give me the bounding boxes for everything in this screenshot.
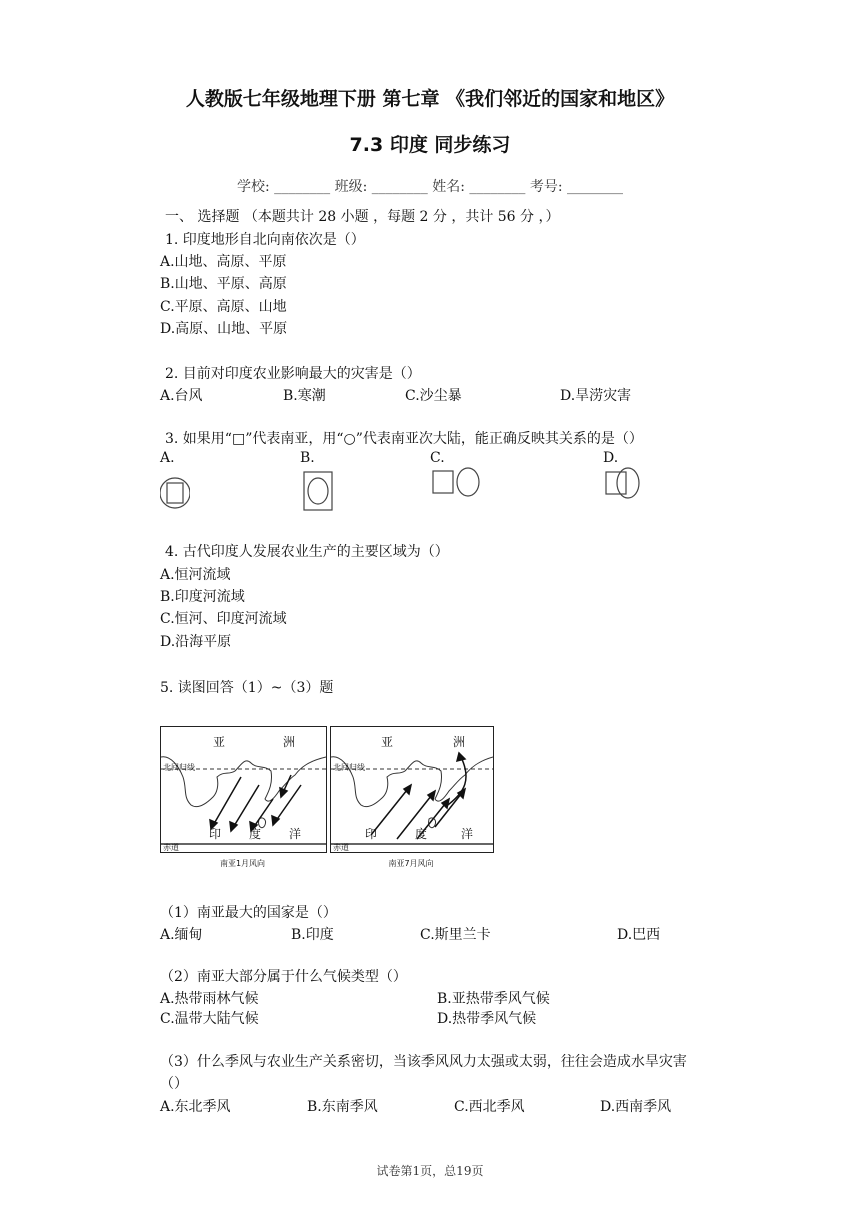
student-info-line: 学校: ________ 班级: ________ 姓名: ________ 考号: ________ (236, 179, 624, 195)
q4-option-c[interactable]: C.恒河、印度河流域 (160, 611, 287, 627)
q3-option-c[interactable]: C. (430, 450, 445, 466)
q5-sub2-option-b[interactable]: B.亚热带季风气候 (437, 991, 550, 1007)
map-left-caption: 南亚1月风向 (219, 859, 266, 868)
map-right-caption: 南亚7月风向 (388, 859, 434, 868)
q5-sub2-option-a[interactable]: A.热带雨林气候 (160, 991, 259, 1007)
q5-sub3-option-d[interactable]: D.西南季风 (600, 1099, 672, 1115)
map-left-equator-label: 赤道 (163, 843, 179, 852)
q1-option-d[interactable]: D.高原、山地、平原 (160, 321, 288, 337)
map-right-label-ind-2: 度 (415, 827, 428, 841)
page-footer: 试卷第1页，总19页 (376, 1164, 484, 1178)
q5-sub3-stem-cont: （） (160, 1076, 188, 1092)
q2-option-c[interactable]: C.沙尘暴 (405, 388, 462, 404)
q3-figure-a (160, 468, 190, 516)
q1-option-b[interactable]: B.山地、平原、高原 (160, 276, 287, 292)
map-right-label-asia-1: 亚 (381, 735, 394, 749)
map-right-label-ind-3: 洋 (461, 827, 474, 841)
map-right-label-ind-1: 印 (365, 827, 378, 841)
question-2-stem: 2. 目前对印度农业影响最大的灾害是（） (165, 366, 421, 382)
q5-sub2-option-c[interactable]: C.温带大陆气候 (160, 1011, 259, 1027)
q4-option-b[interactable]: B.印度河流域 (160, 589, 245, 605)
q5-sub3-stem: （3）什么季风与农业生产关系密切，当该季风风力太强或太弱，往往会造成水旱灾害 (160, 1054, 687, 1070)
q5-sub3-option-c[interactable]: C.西北季风 (454, 1099, 525, 1115)
q4-option-a[interactable]: A.恒河流域 (160, 567, 231, 583)
q5-sub3-option-a[interactable]: A.东北季风 (160, 1099, 231, 1115)
map-left-tropic-label: 北回归线 (163, 763, 195, 772)
map-january-wind (160, 726, 327, 853)
map-left-label-asia-2: 洲 (283, 735, 296, 749)
q3-figure-c (431, 466, 483, 498)
q5-sub2-stem: （2）南亚大部分属于什么气候类型（） (160, 969, 407, 985)
q5-sub1-stem: （1）南亚最大的国家是（） (160, 905, 337, 921)
map-right-label-asia-2: 洲 (453, 735, 466, 749)
q3-option-a[interactable]: A. (160, 450, 175, 466)
q1-option-a[interactable]: A.山地、高原、平原 (160, 254, 287, 270)
q5-sub1-option-d[interactable]: D.巴西 (617, 927, 661, 943)
map-left-label-ind-3: 洋 (289, 827, 302, 841)
q1-option-c[interactable]: C.平原、高原、山地 (160, 299, 287, 315)
map-right-equator-label: 赤道 (333, 843, 349, 852)
q5-sub1-option-b[interactable]: B.印度 (291, 927, 334, 943)
q3-figure-d (604, 466, 644, 500)
q5-sub1-option-c[interactable]: C.斯里兰卡 (420, 927, 491, 943)
page-subtitle: 7.3 印度 同步练习 (349, 134, 511, 156)
map-left-label-ind-2: 度 (249, 827, 262, 841)
question-4-stem: 4. 古代印度人发展农业生产的主要区域为（） (165, 544, 449, 560)
q4-option-d[interactable]: D.沿海平原 (160, 634, 232, 650)
map-left-label-ind-1: 印 (209, 827, 222, 841)
section-heading: 一、 选择题 （本题共计 28 小题 ，每题 2 分 ，共计 56 分 ，） (165, 209, 560, 225)
map-right-tropic-label: 北回归线 (333, 763, 365, 772)
q5-sub3-option-b[interactable]: B.东南季风 (307, 1099, 378, 1115)
q5-sub2-option-d[interactable]: D.热带季风气候 (437, 1011, 537, 1027)
question-1-stem: 1. 印度地形自北向南依次是（） (165, 232, 365, 248)
q2-option-b[interactable]: B.寒潮 (283, 388, 326, 404)
q3-option-b[interactable]: B. (300, 450, 315, 466)
q2-option-d[interactable]: D.旱涝灾害 (560, 388, 632, 404)
q2-option-a[interactable]: A.台风 (160, 388, 203, 404)
q3-option-d[interactable]: D. (603, 450, 619, 466)
map-july-wind (330, 726, 494, 853)
question-5-stem: 5. 读图回答（1）~（3）题 (160, 680, 334, 696)
question-3-stem: 3. 如果用“□”代表南亚，用“○”代表南亚次大陆，能正确反映其关系的是（） (165, 431, 643, 447)
page-title: 人教版七年级地理下册 第七章 《我们邻近的国家和地区》 (185, 88, 675, 110)
q5-sub1-option-a[interactable]: A.缅甸 (160, 927, 203, 943)
q3-figure-b (302, 470, 334, 514)
map-left-label-asia-1: 亚 (213, 735, 226, 749)
